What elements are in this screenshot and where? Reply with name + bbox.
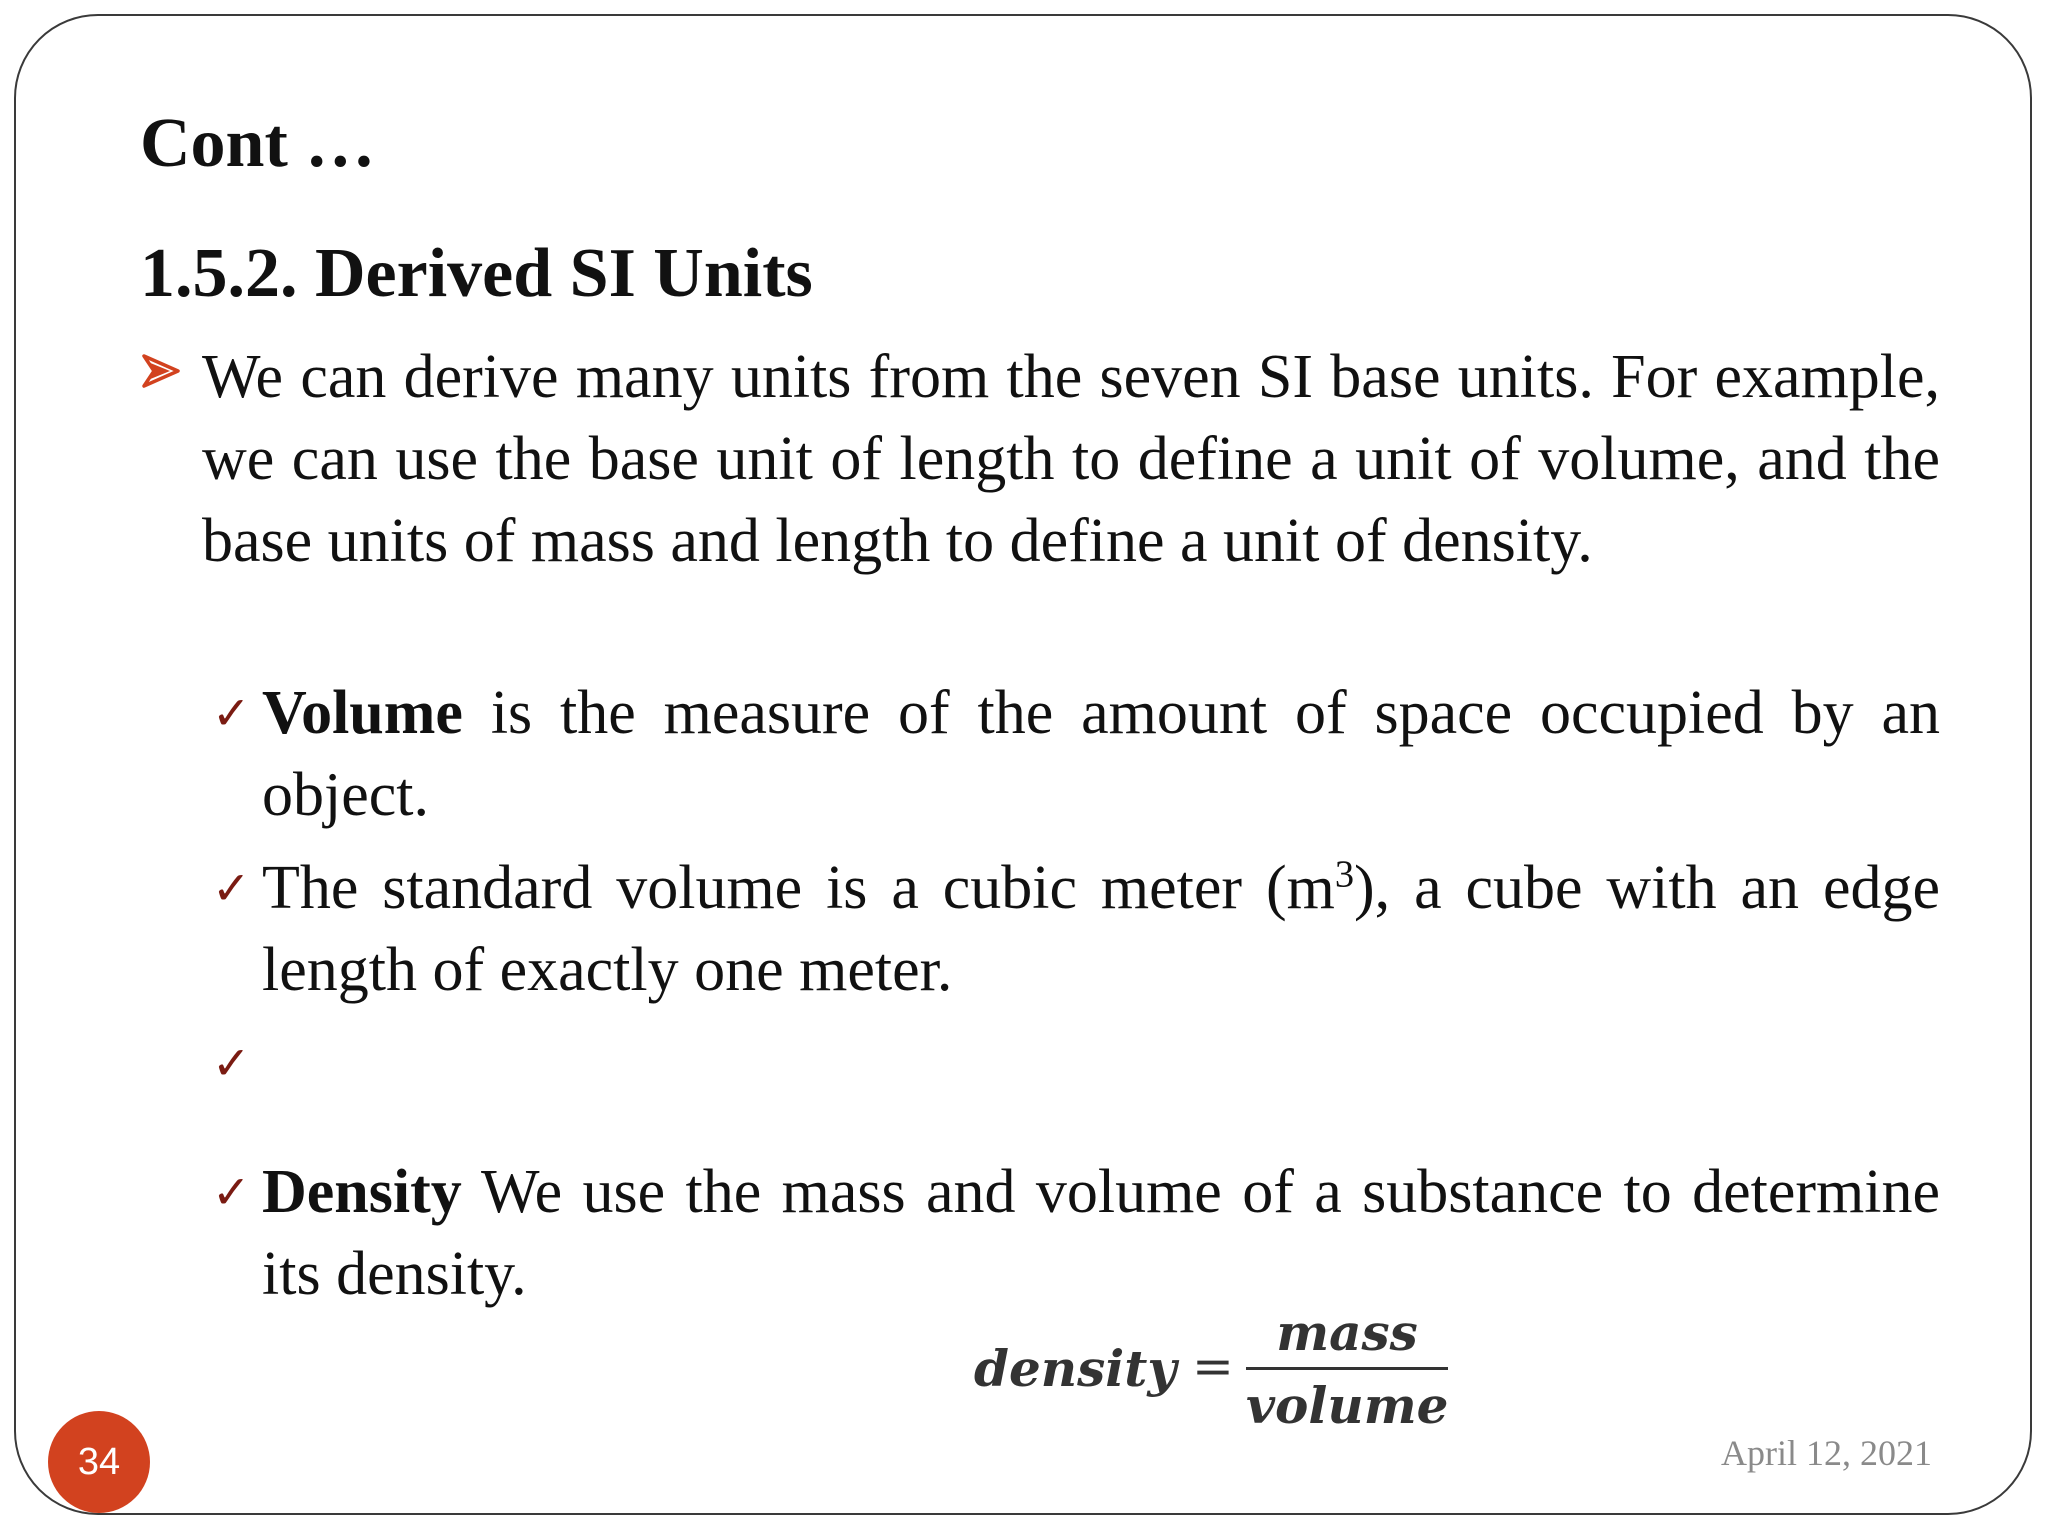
checkmark-icon: ✓ [212, 1165, 251, 1219]
checkmark-icon: ✓ [212, 861, 251, 915]
slide-title: Cont … [140, 105, 376, 182]
standard-volume-text-before: The standard volume is a cubic meter (m [262, 854, 1335, 922]
formula-numerator: mass [1276, 1303, 1418, 1362]
density-term: Density [262, 1158, 462, 1226]
volume-term: Volume [262, 679, 463, 747]
formula-fraction [1246, 1301, 1448, 1438]
density-definition: We use the mass and volume of a substance to determine its density. [262, 1158, 1940, 1308]
sub-bullet-density [212, 1151, 1940, 1315]
formula-lhs: density [974, 1339, 1177, 1398]
sub-bullet-empty [212, 1022, 1940, 1104]
checkmark-icon: ✓ [212, 1036, 251, 1090]
formula-equals: = [1192, 1337, 1234, 1395]
sub-bullet-volume [212, 672, 1940, 836]
standard-volume-text-after: ), a cube with an edge length of exactly one meter. [262, 854, 1940, 1004]
main-bullet [140, 336, 1940, 582]
cubic-superscript: 3 [1334, 853, 1355, 896]
checkmark-icon: ✓ [212, 686, 251, 740]
section-heading: 1.5.2. Derived SI Units [140, 235, 813, 312]
slide-date: April 12, 2021 [1721, 1433, 1932, 1473]
sub-bullet-standard-volume [212, 847, 1940, 1011]
formula-denominator: volume [1246, 1376, 1449, 1435]
main-bullet-text: We can derive many units from the seven SI base units. For example, we can use the base unit of length to define a unit of volume, and the base units of mass and length to define a unit of density. [202, 343, 1940, 575]
volume-definition: is the measure of the amount of space occupied by an object. [262, 679, 1940, 829]
arrow-bullet-icon [140, 350, 182, 392]
sub-bullet-list [212, 672, 1940, 1326]
fraction-bar [1246, 1367, 1448, 1370]
page-number-badge: 34 [48, 1411, 150, 1513]
slide-frame [14, 14, 2032, 1515]
